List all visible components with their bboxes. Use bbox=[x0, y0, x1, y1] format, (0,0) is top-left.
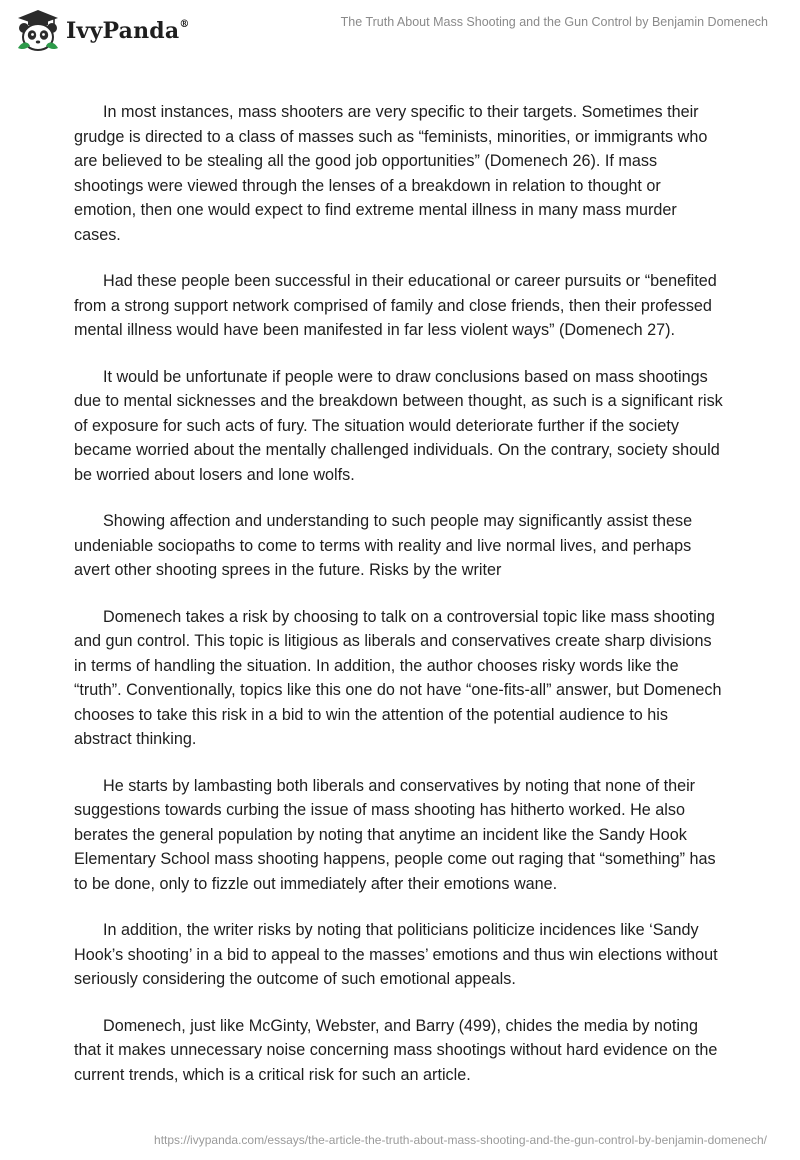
source-url[interactable]: https://ivypanda.com/essays/the-article-the-truth-about-mass-shooting-and-the-gun-control-by-benjamin-domenech/ bbox=[154, 1133, 767, 1147]
paragraph: In most instances, mass shooters are very specific to their targets. Sometimes their grudge is directed to a class of masses such as “feminists, minorities, or immigrants who are believed to be stealing all the good job opportunities” (Domenech 26). If mass shootings were viewed through the lenses of a breakdown in relation to thought or emotion, then one would expect to find extreme mental illness in many mass murder cases. bbox=[74, 103, 708, 244]
panda-graduate-icon bbox=[14, 8, 62, 54]
paragraph: Domenech takes a risk by choosing to talk on a controversial topic like mass shooting and gun control. This topic is litigious as liberals and conservatives create sharp divisions in terms of handling the situation. In addition, the author chooses risky words like the “truth”. Conventionally, topics like this one do not have “one-fits-all” answer, but Domenech chooses to take this risk in a bid to win the attention of the potential audience to his abstract thinking. bbox=[74, 607, 722, 748]
brand-name: IvyPanda® bbox=[66, 18, 190, 44]
paragraph: Showing affection and understanding to such people may significantly assist these undeniable sociopaths to come to terms with reality and live normal lives, and perhaps avert other shooting sprees in the future. Risks by the writer bbox=[74, 512, 693, 579]
paragraph: Domenech, just like McGinty, Webster, and Barry (499), chides the media by noting that it makes unnecessary noise concerning mass shootings without hard evidence on the current trends, which is a critical risk for such an article. bbox=[74, 1016, 718, 1084]
paragraph: Had these people been successful in their educational or career pursuits or “benefited from a strong support network comprised of family and close friends, then their professed mental illness would have been manifested in far less violent ways” (Domenech 27). bbox=[74, 272, 717, 339]
brand-logo[interactable] bbox=[14, 8, 190, 54]
paragraph: It would be unfortunate if people were to draw conclusions based on mass shootings due to mental sicknesses and the breakdown between thought, as such is a significant risk of exposure for such acts of fury. The situation would deteriorate further if the society became worried about the mentally challenged individuals. On the contrary, society should be worried about losers and lone wolfs. bbox=[74, 367, 723, 484]
paragraph: In addition, the writer risks by noting that politicians politicize incidences like ‘Sandy Hook’s shooting’ in a bid to appeal to the masses’ emotions and thus win elections without seriously considering the outcome of such emotional appeals. bbox=[74, 921, 718, 988]
registered-mark: ® bbox=[179, 18, 190, 30]
paragraph: He starts by lambasting both liberals and conservatives by noting that none of their suggestions towards curbing the issue of mass shooting has hitherto worked. He also berates the general population by noting that anytime an incident like the Sandy Hook Elementary School mass shooting happens, people come out raging that “something” has to be done, only to fizzle out immediately after their emotions wane. bbox=[74, 776, 716, 893]
document-title: The Truth About Mass Shooting and the Gun Control by Benjamin Domenech bbox=[340, 15, 768, 29]
essay-body bbox=[74, 100, 726, 1109]
